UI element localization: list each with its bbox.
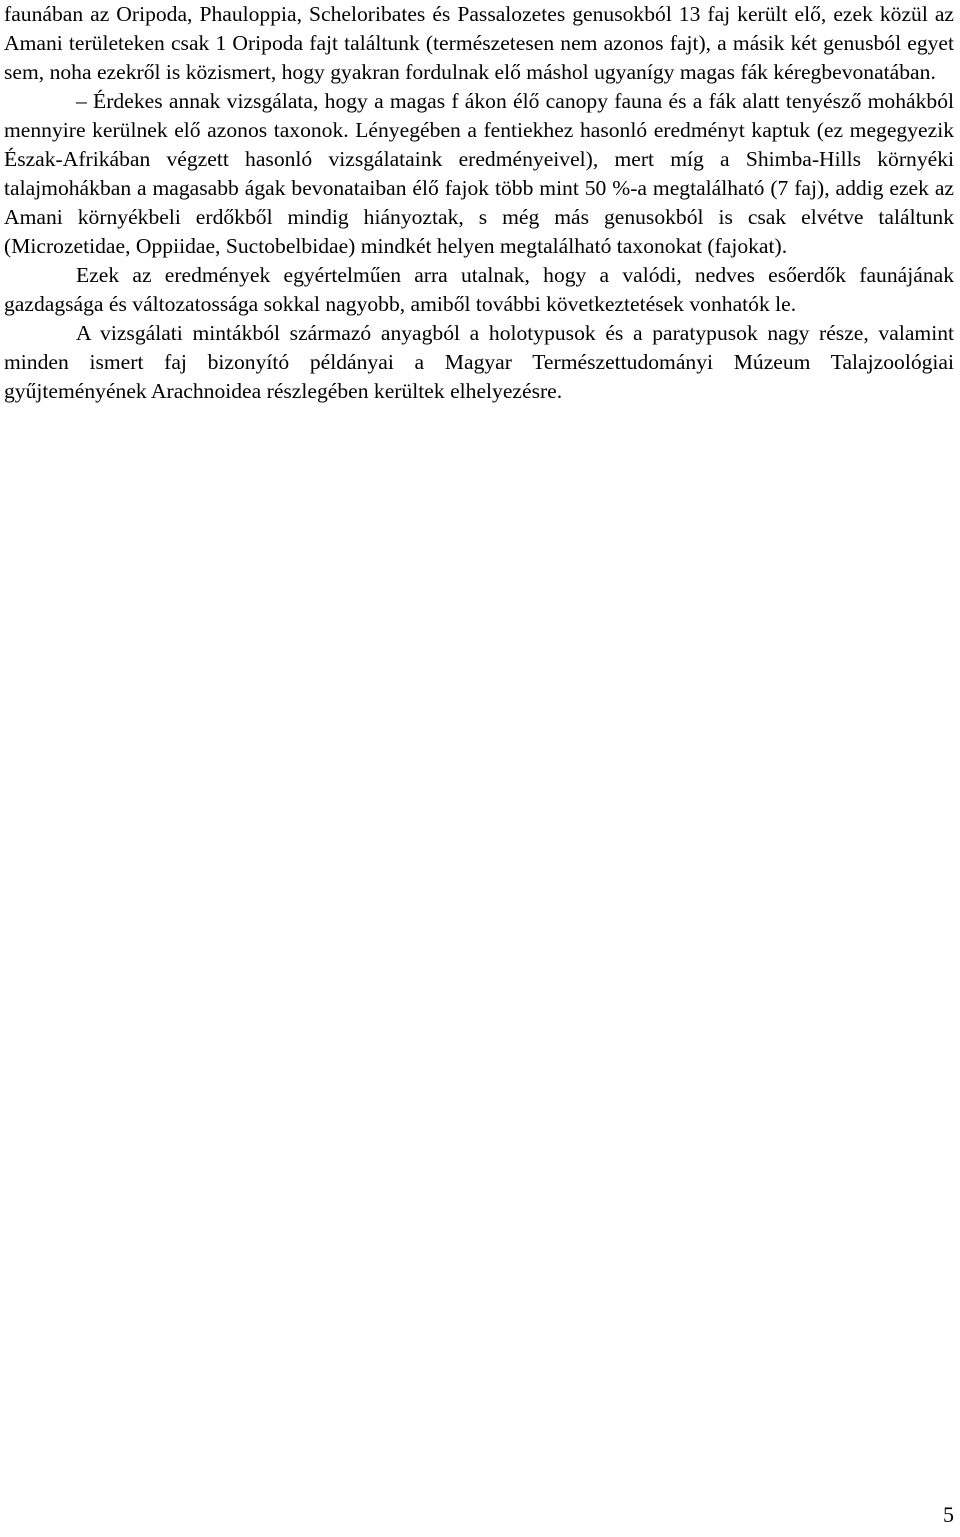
body-text — [4, 0, 954, 406]
paragraph-3: Ezek az eredmények egyértelműen arra utalnak, hogy a valódi, nedves esőerdők faunájának gazdagsága és változatossága sokkal nagyobb, amiből további következtetések vonhatók le. — [4, 263, 954, 316]
page-number: 5 — [943, 1502, 954, 1527]
paragraph-2: – Érdekes annak vizsgálata, hogy a magas f ákon élő canopy fauna és a fák alatt tenyésző mohákból mennyire kerülnek elő azonos taxonok. Lényegében a fentiekhez hasonló eredményt kaptuk (ez megegyezik Észak-Afrikában végzett hasonló vizsgálataink eredményeivel), mert míg a Shimba-Hills környéki talajmohákban a magasabb ágak bevonataiban élő fajok több mint 50 %-a megtalálható (7 faj), addig ezek az Amani környékbeli erdőkből mindig hiányoztak, s még más genusokból is csak elvétve találtunk (Microzetidae, Oppiidae, Suctobelbidae) mindkét helyen megtalálható taxonokat (fajokat). — [4, 89, 954, 258]
paragraph-1: faunában az Oripoda, Phauloppia, Scheloribates és Passalozetes genusokból 13 faj került elő, ezek közül az Amani területeken csak 1 Oripoda fajt találtunk (természetesen nem azonos fajt), a másik két genusból egyet sem, noha ezekről is közismert, hogy gyakran fordulnak elő máshol ugyanígy magas fák kéregbevonatában. — [4, 2, 954, 84]
paragraph-4: A vizsgálati mintákból származó anyagból a holotypusok és a paratypusok nagy része, valamint minden ismert faj bizonyító példányai a Magyar Természettudományi Múzeum Talajzoológiai gyűjteményének Arachnoidea részlegében kerültek elhelyezésre. — [4, 321, 954, 403]
